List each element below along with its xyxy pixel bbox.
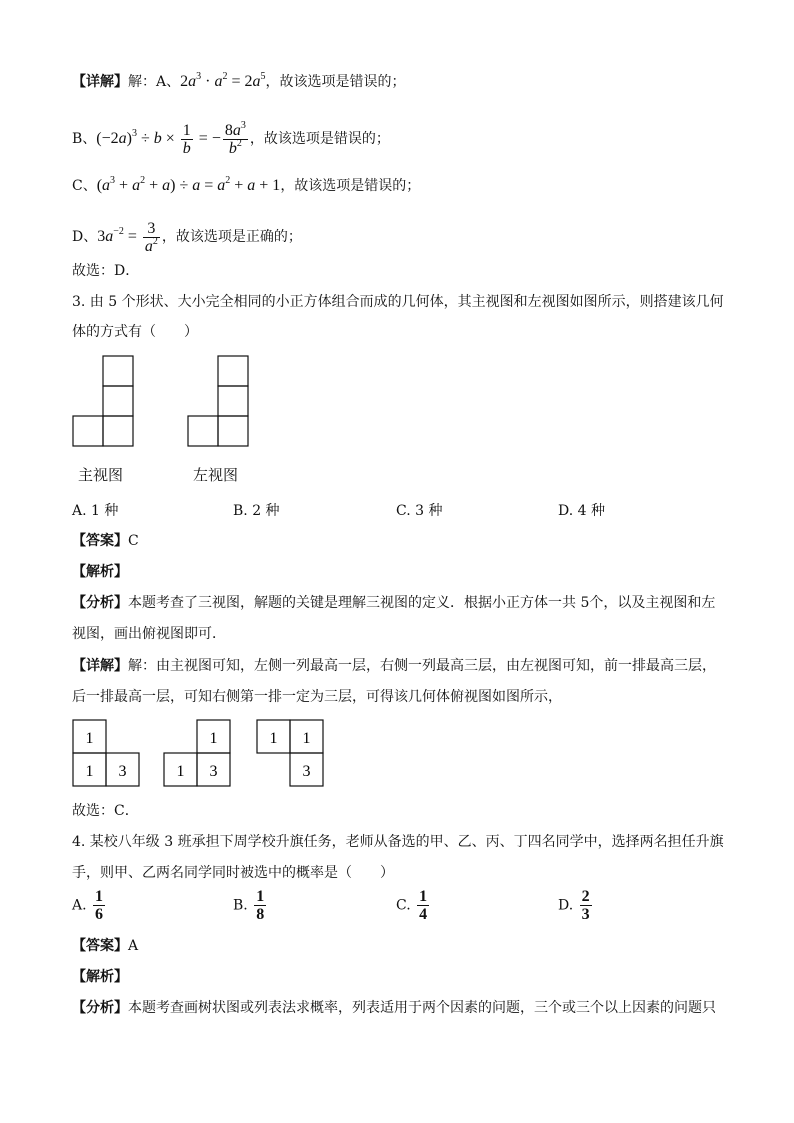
cell-value: 1 [302,730,311,747]
q4-option-d [558,888,594,923]
cell-value: 1 [209,730,218,747]
cell-value: 1 [85,730,94,747]
option-label: D. [558,897,574,914]
comment-a: ，故该选项是错误的； [265,74,406,90]
detail-text1: 解：由主视图可知，左侧一列最高一层，右侧一列最高三层，由左视图可知，前一排最高三层， [128,658,716,674]
fenxi-text1: 本题考查了三视图，解题的关键是理解三视图的定义．根据小正方体一共 5个，以及主视图和左 [128,595,716,611]
front-view-label: 主视图 [78,466,124,484]
q2-detail-b [72,122,734,157]
q2-detail-d [72,220,734,255]
label-c: C、 [72,178,97,194]
comment-d: ，故该选项是正确的； [161,229,302,246]
formula-a: $2a^3 \cdot a^2 = 2a^5$ [180,71,266,90]
answer-value: C [128,533,139,549]
q3-stem-line2: 体的方式有（ ） [72,324,198,340]
left-view-label: 左视图 [193,466,239,484]
formula-b: $(-2a)^3 \div b$ × $\frac{1}{b}$ = − $\frac{8a^3}{b^2}$ [96,120,246,157]
fenxi-text1: 本题考查画树状图或列表法求概率，列表适用于两个因素的问题，三个或三个以上因素的问题只 [128,1000,716,1016]
option-label: C. [396,897,411,914]
analysis-tag: 【解析】 [72,564,128,580]
q3-option-c: C. 3 种 [396,503,443,519]
cell-value: 1 [269,730,278,747]
q4-answer [72,936,734,956]
q4-analysis-tag [72,967,734,987]
answer-value: A [128,938,139,954]
q3-answer [72,531,734,551]
q4-fenxi-line1 [72,998,734,1018]
front-view [73,356,133,446]
q3-detail-line1 [72,656,734,676]
top-view-1 [73,720,139,786]
detail-intro: 解：A、 [128,74,181,90]
option-fraction: $\frac{2}{3}$ [581,888,590,923]
q3-fenxi-line2: 视图，画出俯视图即可． [72,626,226,642]
q3-analysis-tag [72,562,734,582]
q2-detail-c [72,176,734,196]
q4-stem-line1: 4. 某校八年级 3 班承担下周学校升旗任务，老师从备选的甲、乙、丙、丁四名同学中，选择两名担任升旗 [72,834,724,850]
q2-conclusion: 故选：D． [72,263,140,279]
detail-tag: 【详解】 [72,658,128,674]
cell-value: 3 [209,763,218,780]
cell-value: 3 [302,763,311,780]
cell-value: 3 [118,763,127,780]
top-view-2 [164,720,230,786]
q4-option-c [396,888,431,923]
option-label: B. [233,897,248,914]
q3-top-views-figure [60,712,340,792]
option-label: A. [72,897,87,914]
left-view [188,356,248,446]
option-fraction: $\frac{1}{6}$ [95,888,104,923]
q3-detail-line2: 后一排最高一层，可知右侧第一排一定为三层，可得该几何体俯视图如图所示， [72,689,562,705]
q3-stem-line1: 3. 由 5 个形状、大小完全相同的小正方体组合而成的几何体，其主视图和左视图如图所示，则搭建该几何 [72,294,724,310]
q3-conclusion: 故选：C． [72,803,139,819]
top-view-3 [257,720,323,786]
fenxi-tag: 【分析】 [72,1000,128,1016]
analysis-tag: 【解析】 [72,969,128,985]
cell-value: 1 [176,763,185,780]
q4-option-a [72,888,107,923]
answer-tag: 【答案】 [72,533,128,549]
label-d: D、 [72,229,98,246]
formula-c: $(a^3 + a^2 + a) \div a = a^2 + a + 1$ [96,175,281,194]
q3-option-d: D. 4 种 [558,503,605,519]
cell-value: 1 [85,763,94,780]
q2-detail-a [72,72,734,92]
comment-c: ，故该选项是错误的； [280,178,421,194]
q3-fenxi-line1 [72,593,734,613]
formula-d: $3a^{-2}$ = $\frac{3}{a^2}$ [97,220,158,255]
q3-option-a: A. 1 种 [72,503,119,519]
answer-tag: 【答案】 [72,938,128,954]
q4-option-b [233,888,268,923]
fenxi-tag: 【分析】 [72,595,128,611]
detail-tag: 【详解】 [72,74,128,90]
option-fraction: $\frac{1}{8}$ [256,888,265,923]
comment-b: ，故该选项是错误的； [249,131,390,148]
label-b: B、 [72,131,97,148]
q3-option-b: B. 2 种 [233,503,280,519]
q4-stem-line2: 手，则甲、乙两名同学同时被选中的概率是（ ） [72,865,394,881]
option-fraction: $\frac{1}{4}$ [419,888,428,923]
